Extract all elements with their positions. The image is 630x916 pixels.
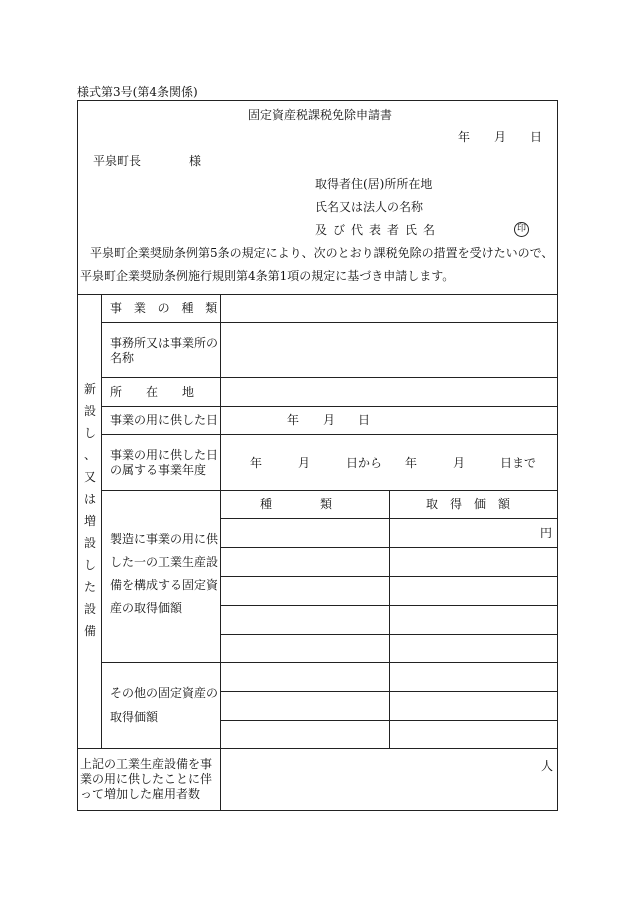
asset-row-line-3 bbox=[220, 576, 558, 577]
business-type-label: 事 業 の 種 類 bbox=[110, 301, 222, 315]
section-label-char: 、 bbox=[83, 448, 96, 462]
applicant-address-label: 取得者住(居)所所在地 bbox=[315, 177, 433, 191]
fiscal-year-m1: 月 bbox=[298, 456, 311, 470]
asset-row-line-6 bbox=[220, 691, 558, 692]
section-label-char: し bbox=[83, 426, 96, 440]
assets-split-line bbox=[389, 490, 390, 748]
row-line-1 bbox=[101, 322, 558, 323]
section-label-char: 又 bbox=[83, 470, 96, 484]
date-used-label: 事業の用に供した日 bbox=[110, 413, 219, 427]
date-year: 年 bbox=[458, 130, 471, 144]
fiscal-year-m2: 月 bbox=[453, 456, 466, 470]
date-used-year: 年 bbox=[287, 413, 300, 427]
section-col-line bbox=[101, 294, 102, 748]
employment-unit: 人 bbox=[541, 759, 554, 773]
form-title: 固定資産税課税免除申請書 bbox=[248, 108, 393, 122]
date-month: 月 bbox=[494, 130, 507, 144]
seal-icon: 印 bbox=[514, 222, 529, 237]
date-day: 日 bbox=[530, 130, 543, 144]
office-name-label: 事務所又は事業所の名称 bbox=[110, 336, 219, 365]
date-used-day: 日 bbox=[358, 413, 371, 427]
asset-row-line-7 bbox=[220, 720, 558, 721]
section-bottom-line bbox=[77, 748, 558, 749]
section-label-char: た bbox=[83, 580, 96, 594]
body-line-1: 平泉町企業奨励条例第5条の規定により、次のとおり課税免除の措置を受けたいので、 bbox=[90, 246, 554, 260]
form-border-left bbox=[77, 100, 78, 810]
fiscal-year-to: 日まで bbox=[500, 456, 537, 470]
fiscal-year-label: 事業の用に供した日の属する事業年度 bbox=[110, 448, 219, 477]
row-line-4 bbox=[101, 434, 558, 435]
section-label-char: 備 bbox=[83, 624, 96, 638]
form-border-top bbox=[77, 100, 558, 101]
asset-row-line-1 bbox=[220, 518, 558, 519]
form-border-right bbox=[557, 100, 558, 810]
section-label bbox=[80, 382, 100, 646]
asset-row-line-4 bbox=[220, 605, 558, 606]
other-assets-label: その他の固定資産の取得価額 bbox=[110, 686, 219, 724]
section-label-char: 増 bbox=[83, 514, 96, 528]
section-label-char: し bbox=[83, 558, 96, 572]
fiscal-year-y2: 年 bbox=[405, 456, 418, 470]
section-label-char: 設 bbox=[83, 404, 96, 418]
row-line-2 bbox=[101, 377, 558, 378]
col-type-header: 種 類 bbox=[260, 497, 333, 511]
asset-group-separator bbox=[101, 662, 558, 663]
employment-label: 上記の工業生産設備を事業の用に供したことに伴って増加した雇用者数 bbox=[80, 757, 213, 801]
form-border-bottom bbox=[77, 810, 558, 811]
applicant-name-label: 氏名又は法人の名称 bbox=[315, 200, 424, 214]
industrial-assets-label: 製造に事業の用に供した一の工業生産設備を構成する固定資産の取得価額 bbox=[110, 532, 219, 615]
fiscal-year-y1: 年 bbox=[250, 456, 263, 470]
row-line-5 bbox=[101, 490, 558, 491]
addressee-honorific: 様 bbox=[189, 154, 202, 168]
applicant-rep-label: 及び代表者氏名 bbox=[315, 223, 442, 237]
table-top-line bbox=[77, 294, 558, 295]
section-label-char: は bbox=[83, 492, 96, 506]
col-amount-header: 取 得 価 額 bbox=[426, 497, 511, 511]
addressee-name: 平泉町長 bbox=[93, 154, 142, 168]
asset-row-line-2 bbox=[220, 547, 558, 548]
label-col-line bbox=[220, 294, 221, 810]
section-label-char: 設 bbox=[83, 602, 96, 616]
row-line-3 bbox=[101, 406, 558, 407]
body-line-2: 平泉町企業奨励条例施行規則第4条第1項の規定に基づき申請します。 bbox=[80, 269, 455, 283]
location-label: 所 在 地 bbox=[110, 385, 195, 399]
currency-unit: 円 bbox=[540, 526, 553, 540]
section-label-char: 設 bbox=[83, 536, 96, 550]
fiscal-year-from: 日から bbox=[346, 456, 383, 470]
section-label-char: 新 bbox=[83, 382, 96, 396]
form-number: 様式第3号(第4条関係) bbox=[77, 85, 198, 99]
asset-row-line-5 bbox=[220, 634, 558, 635]
date-used-month: 月 bbox=[323, 413, 336, 427]
